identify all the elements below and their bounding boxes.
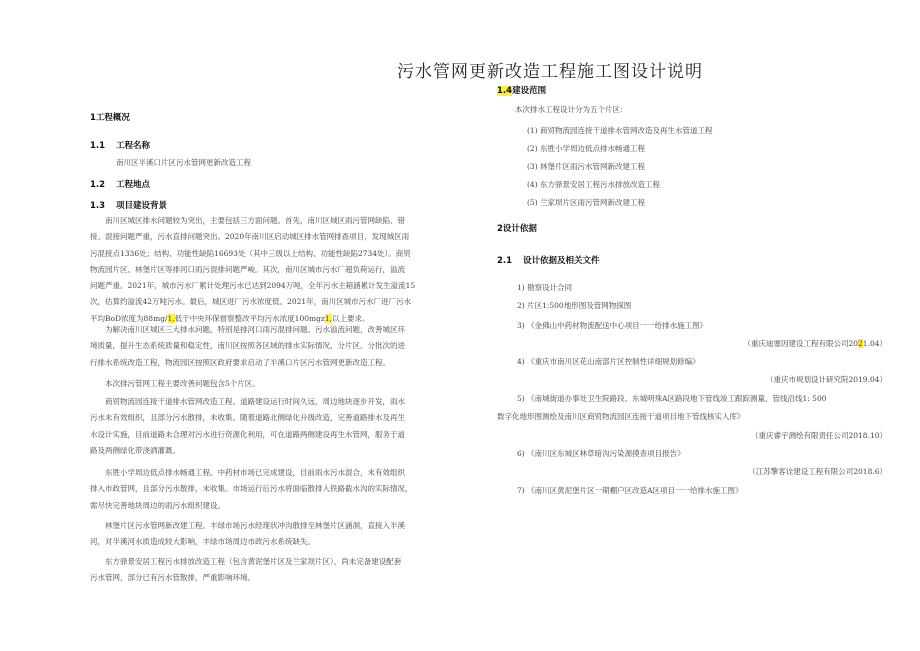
reference-item: 5) 《南城街道办事处卫生院路段、东城明珠A区路段地下管线竣工跟踪测量、管线沿线1: 500: [517, 394, 827, 403]
section-1-4-heading: [497, 84, 546, 96]
list-item: (2) 东胜小学周边低点排水畅通工程: [527, 144, 646, 153]
para-line: 水设计实施，目前道路未合理对污水进行资源化利用，可在道路两侧建设再生水管网，服务于道: [90, 429, 405, 439]
reference-item: 2) 片区1:500地形图及管网物探图: [517, 301, 632, 310]
reference-item: 3) 《金佛山中药材物流配送中心项目一一给排水施工图》: [517, 321, 708, 330]
section-1-heading: 1工程概况: [90, 113, 130, 123]
para-line: 商贸物流园连接干道排水管网改造工程。道路建设运行时间久远，周边地块逐步开发，雨水: [105, 397, 405, 406]
section-1-2-heading: [90, 178, 150, 190]
background-paragraph-5: [90, 465, 466, 514]
section-number: 2.1: [497, 256, 513, 266]
para-line: 东方驿景安居工程污水排放改造工程（包含黄泥堡片区及兰家坝片区），尚未完备建设配套: [105, 557, 402, 566]
section-number: 1.2: [90, 180, 106, 190]
project-name-text: 南川区半溪口片区污水管网更新改造工程: [116, 158, 251, 167]
list-item: (5) 兰家坝片区雨污管网新改建工程: [527, 198, 646, 207]
para-line: 接、混接问题严重，污水直排问题突出。2020年南川区启动城区排水管网排查项目，发现城区雨: [90, 232, 410, 242]
reference-source: [743, 338, 887, 349]
section-2-1-heading: [497, 254, 600, 266]
scope-intro: 本次排水工程设计分为五个片区：: [515, 105, 628, 114]
section-title: 设计依据及相关文件: [523, 256, 600, 266]
highlight-mark: 1,: [167, 313, 175, 323]
background-paragraph-3: [90, 376, 466, 392]
section-number: 1.3: [90, 201, 106, 211]
reference-item: 7) 《南川区黄泥堡片区一期棚户区改造A区项目一一给排水施工图》: [517, 486, 743, 495]
reference-item: 4) 《重庆市南川区花山南部片区控制性详细规划修编》: [517, 357, 700, 366]
text-run: 以上要求。: [332, 313, 370, 323]
section-title: 建设范围: [512, 86, 547, 96]
text-run: （重庆迪塞因建设工程有限公司20: [743, 339, 859, 348]
text-run: 1.04）: [862, 339, 887, 348]
reference-item-continued: 数字化地形图测绘及南川区商贸物流园区连接干道项目地下管线核实入库》: [497, 412, 745, 421]
para-line: 排入市政管网，且部分污水散排，未收集。市场运行后污水将面临散排入铁路截水沟的实际情况，: [90, 484, 413, 494]
para-line: 污水未有效组织，且部分污水散排，未收集。随着道路北侧绿化升级改造，完善道路排水及再生: [90, 413, 405, 423]
section-1-3-heading: [90, 199, 167, 211]
section-2-heading: 2设计依据: [497, 224, 537, 234]
background-paragraph-6: [90, 518, 466, 551]
para-line: 河，对半溪河水质造成较大影响，丰绿市场周边市政污水系统缺失。: [90, 537, 315, 547]
para-line: 问题严重。2021年，城市污水厂累计处理污水已达到2094万吨，全年污水主箱涵累计发生溢流15: [90, 281, 416, 291]
reference-source: （江苏擎客诠建设工程有限公司2018.6）: [748, 467, 887, 476]
para-line: 路及两侧绿化带浇洒灌溉。: [90, 445, 180, 455]
highlight-mark: 2: [858, 339, 863, 348]
section-title: 工程地点: [116, 180, 151, 190]
text-run: 平均BoD浓度为88mg/: [90, 313, 168, 323]
background-paragraph-4: [90, 394, 466, 459]
list-item: (1) 商贸物流园连接干道排水管网改造及再生水管道工程: [527, 126, 713, 135]
para-line: 南川区城区排水问题较为突出，主要包括三方面问题。首先，南川区城区雨污管网缺陷、错: [105, 216, 405, 225]
para-line: 林堡片区污水管网新改建工程。丰绿市场污水经现状冲沟散排至林堡片区涵洞，直接入半溪: [105, 521, 405, 530]
para-line: 污水管网，部分已有污水管散排，严重影响环境。: [90, 573, 255, 583]
para-line: 物流园片区、林堡片区等排河口雨污混排问题严峻。其次，南川区城市污水厂超负荷运行，溢流: [90, 264, 405, 274]
reference-source: （重庆市规划设计研究院2019.04）: [765, 375, 887, 384]
highlight-mark: 1.4: [497, 86, 513, 96]
para-line: 东胜小学周边低点排水畅通工程。中药材市场已完成建设，目前雨水污水混合，未有效组织: [105, 468, 405, 477]
reference-item: 1) 勘察设计合同: [517, 283, 573, 292]
text-run: 低于中央环保督察整改平均污水浓度100mgz: [174, 313, 325, 323]
document-title: 污水管网更新改造工程施工图设计说明: [397, 62, 703, 82]
para-line: 为解决南川区城区三大排水问题，特别是排河口雨污混排问题、污水溢流问题，改善城区环: [105, 325, 405, 334]
background-paragraph-7: [90, 554, 466, 587]
para-line: 行排水系统改造工程，物流园区按照区政府要求启动了半溪口片区污水管网更新改造工程。: [90, 357, 390, 367]
background-paragraph-2: [90, 322, 466, 371]
para-line: 境质量，提升生态系统质量和稳定性，南川区按照各区域的排水实际情况，分片区、分批次的进: [90, 341, 405, 351]
background-paragraph-1: [90, 213, 466, 327]
reference-source: （重庆睿宇测绘有限责任公司2018.10）: [750, 431, 887, 440]
section-number: 1.1: [90, 141, 106, 151]
para-line: 污混接点1336处；结构、功能性缺陷16693处（其中三级以上结构、功能性缺陷2734处）。商贸: [90, 248, 411, 258]
list-item: (3) 林堡片区雨污水管网新改建工程: [527, 162, 646, 171]
section-1-1-heading: [90, 139, 150, 151]
list-item: (4) 东方驿景安居工程污水排放改造工程: [527, 180, 661, 189]
para-line: 需尽快完善地块周边的雨污水组织建设。: [90, 500, 225, 510]
highlight-mark: 1,: [324, 313, 333, 323]
section-title: 项目建设背景: [116, 201, 168, 211]
para-line: 次，估算约溢流42万吨污水。最后，城区进厂污水浓度低。2021年，南川区城市污水厂进厂污水: [90, 297, 412, 307]
reference-item: 6) 《南川区东城区林草暗沟污染源摸查项目报告》: [517, 449, 685, 458]
para-line: 本次排污管网工程主要改善问题包含5个片区。: [105, 379, 260, 388]
section-title: 工程名称: [116, 141, 151, 151]
